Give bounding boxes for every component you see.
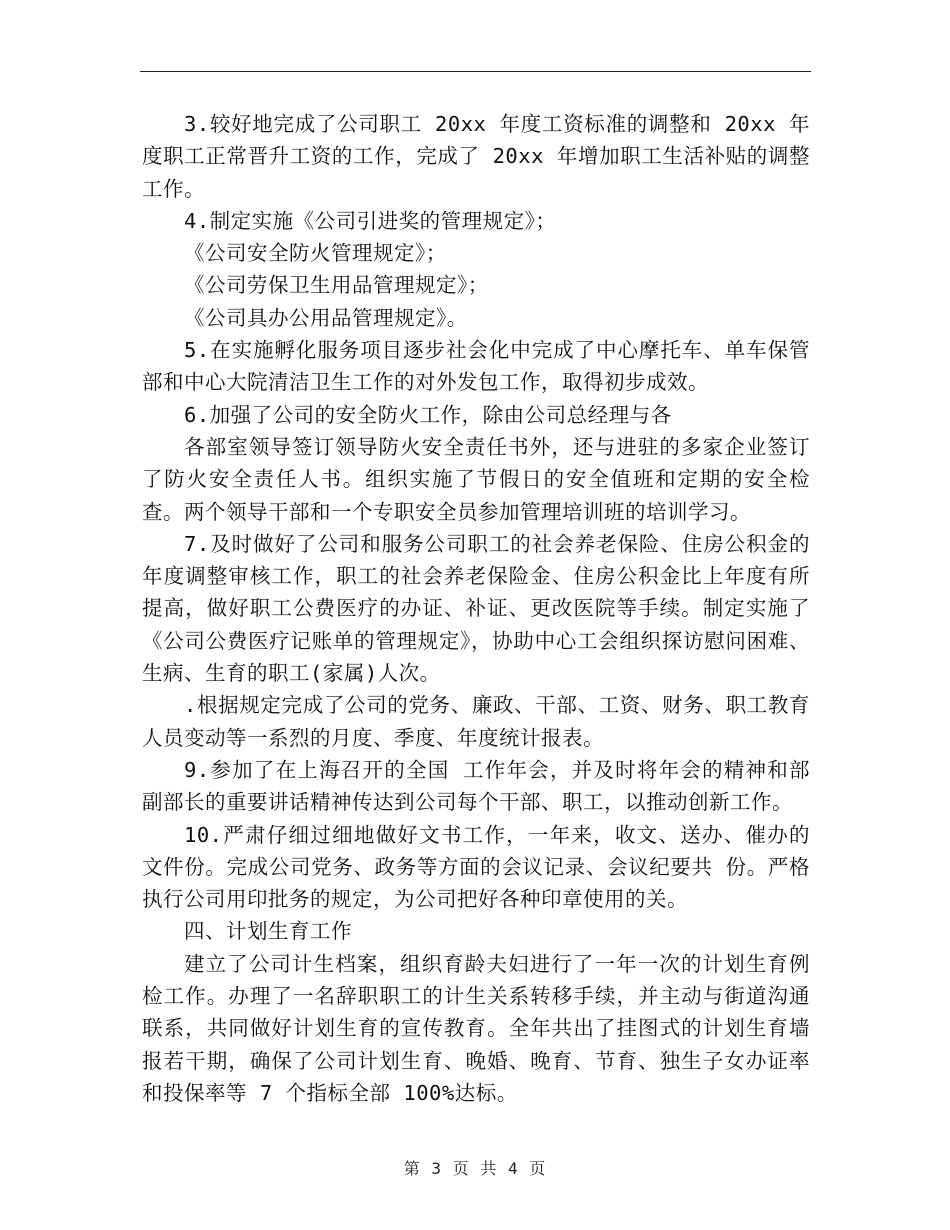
paragraph-item-4-regulation-labor: 《公司劳保卫生用品管理规定》； — [184, 273, 489, 298]
paragraph-item-10: 10.严肃仔细过细地做好文书工作，一年来，收文、送办、催办的文件份。完成公司党务、政务等方面的会议记录、会议纪要共 份。严格执行公司用印批务的规定，为公司把好各种印章使用的关。 — [142, 822, 810, 912]
section-heading-family-planning: 四、计划生育工作 — [184, 919, 352, 944]
paragraph-item-3: 3.较好地完成了公司职工 20xx 年度工资标准的调整和 20xx 年度职工正常晋升工资的工作，完成了 20xx 年增加职工生活补贴的调整工作。 — [142, 112, 810, 201]
paragraph-item-6-continued: 各部室领导签订领导防火安全责任书外，还与进驻的多家企业签订了防火安全责任人书。组织实施了节假日的安全值班和定期的安全检查。两个领导干部和一个专职安全员参加管理培训班的培训学习。 — [142, 434, 810, 524]
header-rule — [140, 71, 811, 72]
paragraph-family-planning: 建立了公司计生档案，组织育龄夫妇进行了一年一次的计划生育例检工作。办理了一名辞职职工的计生关系转移手续，并主动与街道沟通联系，共同做好计划生育的宣传教育。全年共出了挂图式的计划生育墙报若干期，确保了公司计划生育、晚婚、晚育、节育、独生子女办证率和投保率等 7 个指标全部 100%达标。 — [142, 951, 810, 1105]
paragraph-item-4-regulation-fire: 《公司安全防火管理规定》； — [184, 241, 447, 266]
paragraph-item-9: 9.参加了在上海召开的全国 工作年会，并及时将年会的精神和部副部长的重要讲话精神传达到公司每个干部、职工，以推动创新工作。 — [142, 757, 810, 815]
document-body — [142, 108, 810, 1109]
paragraph-item-8: .根据规定完成了公司的党务、廉政、干部、工资、财务、职工教育人员变动等一系烈的月度、季度、年度统计报表。 — [142, 693, 810, 750]
paragraph-item-4-regulation-office: 《公司具办公用品管理规定》。 — [184, 305, 468, 330]
paragraph-item-5: 5.在实施孵化服务项目逐步社会化中完成了中心摩托车、单车保管部和中心大院清洁卫生工作的对外发包工作，取得初步成效。 — [142, 338, 810, 395]
paragraph-item-4: 4.制定实施《公司引进奖的管理规定》； — [184, 208, 557, 233]
page-footer: 第 3 页 共 4 页 — [403, 1159, 547, 1178]
paragraph-item-7: 7.及时做好了公司和服务公司职工的社会养老保险、住房公积金的年度调整审核工作，职工的社会养老保险金、住房公积金比上年度有所提高，做好职工公费医疗的办证、补证、更改医院等手续。制定实施了《公司公费医疗记账单的管理规定》，协助中心工会组织探访慰问困难、生病、生育的职工(家属)人次。 — [142, 531, 810, 686]
paragraph-item-6: 6.加强了公司的安全防火工作，除由公司总经理与各 — [184, 402, 672, 427]
